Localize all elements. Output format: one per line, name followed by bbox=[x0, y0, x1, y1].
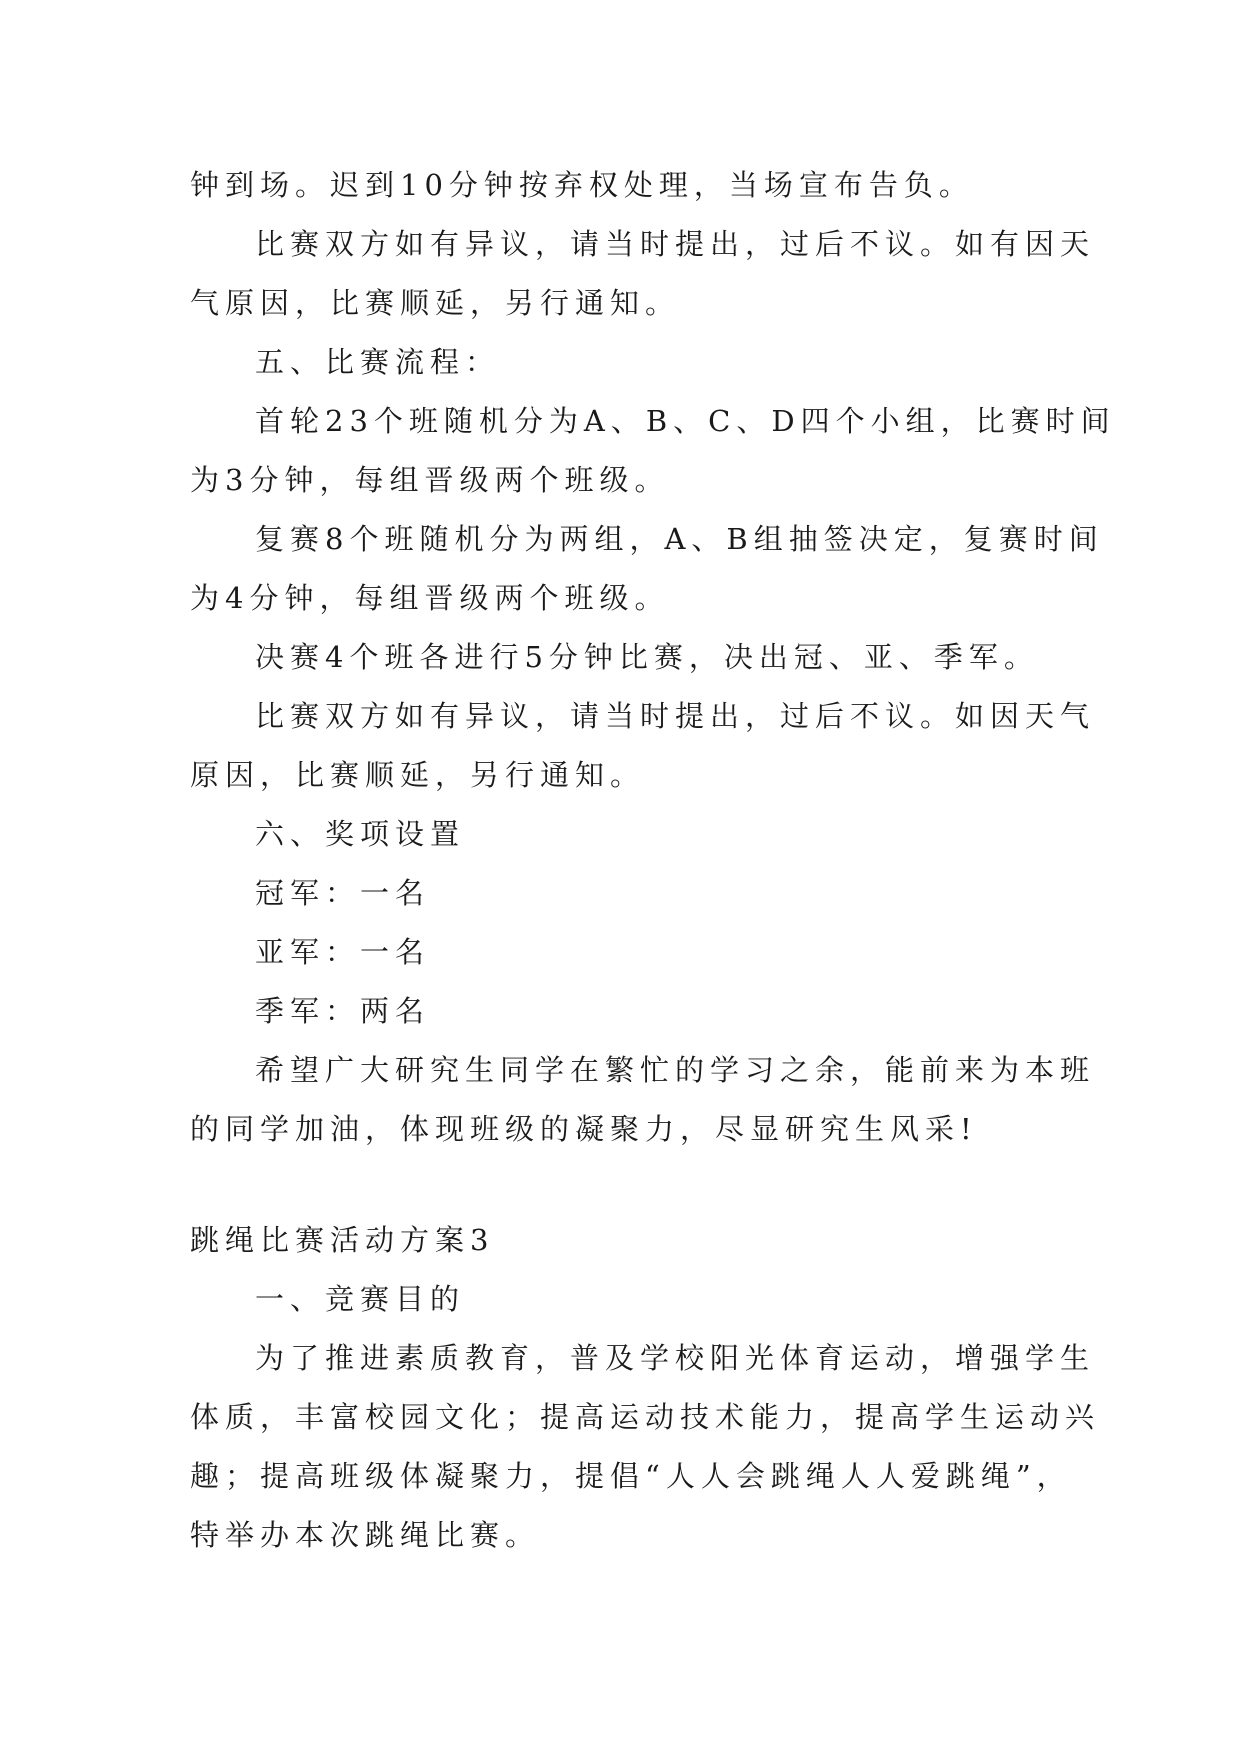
text-line: 体质，丰富校园文化；提高运动技术能力，提高学生运动兴 bbox=[190, 1400, 1101, 1434]
text-line: 希望广大研究生同学在繁忙的学习之余，能前来为本班 bbox=[255, 1053, 1096, 1087]
document-title: 跳绳比赛活动方案3 bbox=[190, 1223, 495, 1257]
award-item: 冠军：一名 bbox=[255, 876, 431, 910]
section-heading: 六、奖项设置 bbox=[255, 817, 466, 851]
text-line: 比赛双方如有异议，请当时提出，过后不议。如因天气 bbox=[255, 699, 1096, 733]
text-line: 的同学加油，体现班级的凝聚力，尽显研究生风采! bbox=[190, 1112, 978, 1146]
text-line: 为了推进素质教育，普及学校阳光体育运动，增强学生 bbox=[255, 1341, 1096, 1375]
award-item: 季军：两名 bbox=[255, 994, 431, 1028]
text-line: 复赛8个班随机分为两组，A、B组抽签决定，复赛时间 bbox=[255, 522, 1104, 556]
text-line: 为3分钟，每组晋级两个班级。 bbox=[190, 463, 670, 497]
text-line: 首轮23个班随机分为A、B、C、D四个小组，比赛时间 bbox=[255, 404, 1116, 438]
award-item: 亚军：一名 bbox=[255, 935, 431, 969]
text-line: 特举办本次跳绳比赛。 bbox=[190, 1518, 541, 1552]
text-line: 趣；提高班级体凝聚力，提倡“人人会跳绳人人爱跳绳”， bbox=[190, 1459, 1072, 1493]
text-line: 钟到场。迟到10分钟按弃权处理，当场宣布告负。 bbox=[190, 168, 974, 202]
section-heading: 一、竞赛目的 bbox=[255, 1282, 466, 1316]
text-line: 原因，比赛顺延，另行通知。 bbox=[190, 758, 646, 792]
section-heading: 五、比赛流程： bbox=[255, 345, 501, 379]
text-line: 决赛4个班各进行5分钟比赛，决出冠、亚、季军。 bbox=[255, 640, 1039, 674]
text-line: 比赛双方如有异议，请当时提出，过后不议。如有因天 bbox=[255, 227, 1096, 261]
text-line: 为4分钟，每组晋级两个班级。 bbox=[190, 581, 670, 615]
text-line: 气原因，比赛顺延，另行通知。 bbox=[190, 286, 681, 320]
